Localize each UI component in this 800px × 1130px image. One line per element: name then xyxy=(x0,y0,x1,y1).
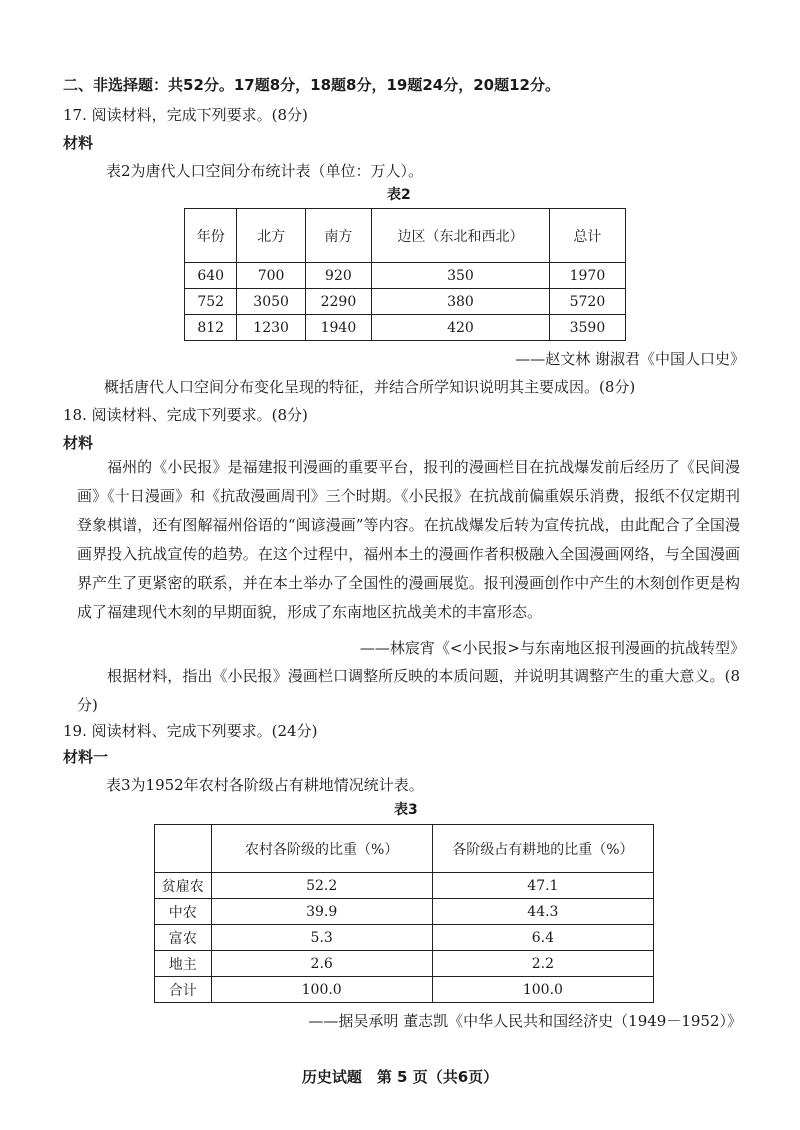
table2-cell: 640 xyxy=(185,263,237,289)
table3-cell: 2.6 xyxy=(211,951,432,977)
q17-material-label: 材料 xyxy=(63,134,94,152)
table2-cell: 920 xyxy=(305,263,371,289)
q17-title: 17. 阅读材料，完成下列要求。(8分) xyxy=(63,106,308,124)
table2-cell: 812 xyxy=(185,315,237,341)
table3-cell: 中农 xyxy=(155,899,212,925)
table-row xyxy=(155,977,654,1003)
table2-cell: 1940 xyxy=(305,315,371,341)
q18-material-label: 材料 xyxy=(63,434,94,452)
page-footer: 历史试题 第 5 页（共6页） xyxy=(301,1068,499,1086)
table2-caption: 表2 xyxy=(387,187,411,203)
q19-title: 19. 阅读材料、完成下列要求。(24分) xyxy=(63,722,318,740)
table-row xyxy=(155,899,654,925)
q19-material-label: 材料一 xyxy=(63,748,109,766)
table3-cell: 贫雇农 xyxy=(155,873,212,899)
table2-cell: 1230 xyxy=(237,315,305,341)
table2-header-cell: 总计 xyxy=(549,209,625,263)
table2-header-cell: 南方 xyxy=(305,209,371,263)
q19-intro: 表3为1952年农村各阶级占有耕地情况统计表。 xyxy=(106,776,424,794)
q17-citation: ——赵文林 谢淑君《中国人口史》 xyxy=(515,350,745,368)
q18-prompt: 根据材料，指出《小民报》漫画栏口调整所反映的本质问题，并说明其调整产生的重大意义。(8分) xyxy=(77,667,740,714)
table-row xyxy=(155,925,654,951)
table3-header-row xyxy=(155,825,654,873)
table-row xyxy=(155,873,654,899)
table3-cell: 39.9 xyxy=(211,899,432,925)
table3-header-cell: 各阶级占有耕地的比重（%） xyxy=(432,825,653,873)
q18-title: 18. 阅读材料、完成下列要求。(8分) xyxy=(63,406,308,424)
table3-cell: 合计 xyxy=(155,977,212,1003)
table3-header-cell xyxy=(155,825,212,873)
table-row xyxy=(185,315,626,341)
table3-cell: 5.3 xyxy=(211,925,432,951)
table2-header-row xyxy=(185,209,626,263)
table3-cell: 47.1 xyxy=(432,873,653,899)
table3-cell: 100.0 xyxy=(432,977,653,1003)
q18-material-paragraph: 福州的《小民报》是福建报刊漫画的重要平台，报刊的漫画栏目在抗战爆发前后经历了《民间漫画》《十日漫画》和《抗敌漫画周刊》三个时期。《小民报》在抗战前偏重娱乐消费，报纸不仅定期刊登象棋谱，还有图解福州俗语的“闽谚漫画”等内容。在抗战爆发后转为宣传抗战，由此配合了全国漫画界投入抗战宣传的趋势。在这个过程中，福州本土的漫画作者积极融入全国漫画网络，与全国漫画界产生了更紧密的联系，并在本土举办了全国性的漫画展览。报刊漫画创作中产生的木刻创作更是构成了福建现代木刻的早期面貌，形成了东南地区抗战美术的丰富形态。 xyxy=(77,458,740,621)
table3-cell: 100.0 xyxy=(211,977,432,1003)
table-row xyxy=(155,951,654,977)
table2-cell: 1970 xyxy=(549,263,625,289)
table3-cell: 44.3 xyxy=(432,899,653,925)
table2 xyxy=(184,208,626,341)
table3-cell: 地主 xyxy=(155,951,212,977)
table2-header-cell: 年份 xyxy=(185,209,237,263)
table2-header-cell: 边区（东北和西北） xyxy=(372,209,550,263)
table2-cell: 700 xyxy=(237,263,305,289)
table3-header-cell: 农村各阶级的比重（%） xyxy=(211,825,432,873)
table2-cell: 5720 xyxy=(549,289,625,315)
table3-cell: 富农 xyxy=(155,925,212,951)
table-row xyxy=(185,263,626,289)
table3 xyxy=(154,824,654,1003)
q17-prompt: 概括唐代人口空间分布变化呈现的特征，并结合所学知识说明其主要成因。(8分) xyxy=(104,378,636,396)
table3-caption: 表3 xyxy=(394,802,418,818)
table3-cell: 6.4 xyxy=(432,925,653,951)
table2-cell: 3590 xyxy=(549,315,625,341)
q18-citation: ——林宸宵《<小民报>与东南地区报刊漫画的抗战转型》 xyxy=(359,639,745,657)
q17-intro: 表2为唐代人口空间分布统计表（单位：万人）。 xyxy=(106,162,424,180)
table2-cell: 380 xyxy=(372,289,550,315)
q19-citation: ——据吴承明 董志凯《中华人民共和国经济史（1949－1952）》 xyxy=(308,1012,742,1030)
section-header: 二、非选择题：共52分。17题8分，18题8分，19题24分，20题12分。 xyxy=(63,76,560,94)
table2-cell: 3050 xyxy=(237,289,305,315)
table2-cell: 420 xyxy=(372,315,550,341)
table2-cell: 2290 xyxy=(305,289,371,315)
table2-cell: 350 xyxy=(372,263,550,289)
table3-cell: 2.2 xyxy=(432,951,653,977)
table2-cell: 752 xyxy=(185,289,237,315)
table2-header-cell: 北方 xyxy=(237,209,305,263)
table3-cell: 52.2 xyxy=(211,873,432,899)
table-row xyxy=(185,289,626,315)
